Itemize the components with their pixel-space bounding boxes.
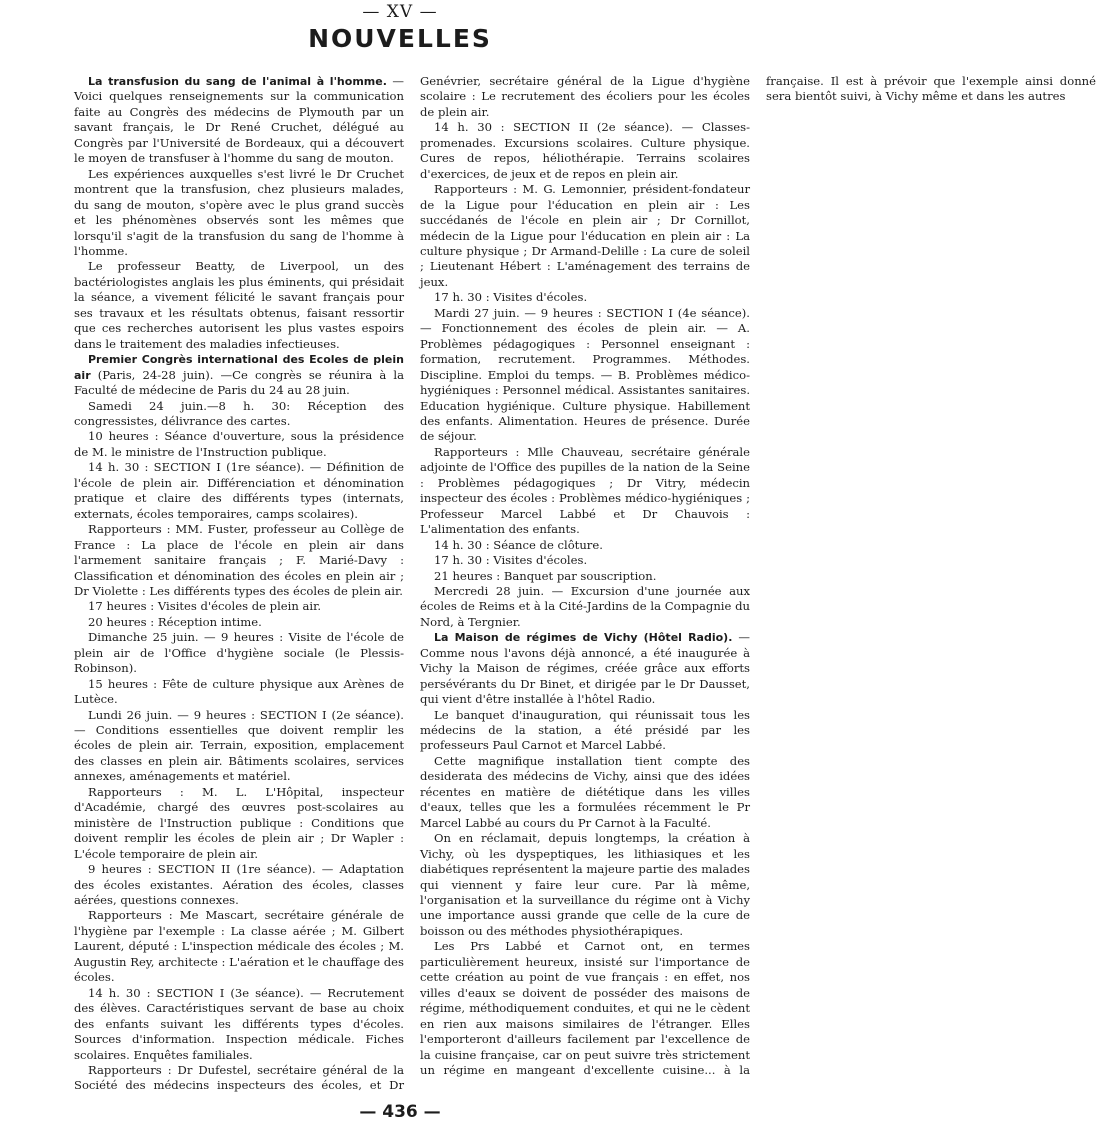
paragraph: Mardi 27 juin. — 9 heures : SECTION I (4e séance). — Fonctionnement des écoles de plein air. — A. Problèmes pédagogiques : Personnel enseignant : formation, recrutement. Programmes. Méthodes. Discipline. Emploi du temps. — B. Problèmes médico-hygiéniques : Personnel médical. Assistantes sanitaires. Education hygiénique. Culture physique. Habillement des enfants. Alimentation. Heures de présence. Durée de séjour. bbox=[420, 305, 750, 444]
paragraph: 21 heures : Banquet par souscription. bbox=[434, 568, 657, 583]
article-vichy-title: La Maison de régimes de Vichy bbox=[434, 631, 638, 645]
paragraph: Le professeur Beatty, de Liverpool, un des bactériologistes anglais les plus éminents, qui présidait la séance, a vivement félicité le savant français pour ses travaux et les résultats obtenus, faisant ressortir que ces recherches autorisent les plus vastes espoirs dans le traitement des maladies infectieuses. bbox=[74, 259, 404, 351]
article-vichy-lead: La Maison de régimes de Vichy (Hôtel Radio). — Comme nous l'avons déjà annoncé, a été inaugurée à Vichy la Maison de régimes, créée grâce aux efforts persévérants du Dr Binet, et dirigée par le Dr Dausset, qui vient d'être installée à l'hôtel Radio. bbox=[420, 630, 751, 707]
paragraph: Lundi 26 juin. — 9 heures : SECTION I (2e séance). — Conditions essentielles que doivent remplir les écoles de plein air. Terrain, exposition, emplacement des classes en plein air. Bâtiments scolaires, services annexes, aménagements et matériel. bbox=[74, 707, 404, 784]
paragraph: Rapporteurs : M. L. L'Hôpital, inspecteur d'Académie, chargé des œuvres post-scolaires au ministère de l'Instruction publique : Conditions que doivent remplir les écoles de plein air ; Dr Wapler : L'école temporaire de plein air. bbox=[74, 784, 404, 861]
paragraph: 14 h. 30 : Séance de clôture. bbox=[434, 537, 603, 552]
article-columns bbox=[74, 74, 1096, 1094]
paragraph: 14 h. 30 : SECTION II (2e séance). — Classes-promenades. Excursions scolaires. Culture physique. Cures de repos, héliothérapie. Terrains scolaires d'exercices, de jeux et de repos en plein air. bbox=[420, 120, 750, 181]
paragraph: Dimanche 25 juin. — 9 heures : Visite de l'école de plein air de l'Office d'hygiène sociale (le Plessis-Robinson). bbox=[74, 630, 404, 676]
paragraph: On en réclamait, depuis longtemps, la création à Vichy, où les dyspeptiques, les lithiasiques et les diabétiques représentent la majeure partie des malades qui viennent y faire leur cure. Par là même, l'organisation et la surveillance du régime ont à Vichy une importance aussi grande que celle de la cure de boisson ou des méthodes physiothérapiques. bbox=[420, 831, 750, 938]
paragraph: Rapporteurs : MM. Fuster, professeur au Collège de France : La place de l'école en plein air dans l'armement sanitaire français ; F. Marié-Davy : Classification et dénomination des écoles en plein air ; Dr Violette : Les différents types des écoles de plein air. bbox=[74, 522, 404, 598]
paragraph: 14 h. 30 : SECTION I (1re séance). — Définition de l'école de plein air. Différenciation et dénomination pratique et claire des différents types (internats, externats, écoles temporaires, camps scolaires). bbox=[74, 460, 404, 521]
paragraph: Les Prs Labbé et Carnot ont, en termes particulièrement heureux, insisté sur l'importance de cette création au point de vue français : en effet, nos villes d'eaux se doivent de posséder des maisons de régime, méthodiquement conduites, et qui ne le cèdent en rien aux maisons similaires de l'étranger. Elles l'emporteront d'ailleurs facilement par l'excellence de la cuisine française, car on peut suivre très strictement un régime en mangeant d'excellente cuisine... à la française. Il est à prévoir que l'exemple ainsi donné sera bientôt suivi, à Vichy même et dans les autres bbox=[420, 74, 1096, 1077]
page-number: — 436 — bbox=[359, 1102, 441, 1122]
paragraph: 15 heures : Fête de culture physique aux Arènes de Lutèce. bbox=[74, 676, 404, 707]
article-transfusion-lead: La transfusion du sang de l'animal à l'homme. — Voici quelques renseignements sur la communication faite au Congrès des médecins de Plymouth par un savant français, le Dr René Cruchet, délégué au Congrès par l'Université de Bordeaux, qui a découvert le moyen de transfuser à l'homme du sang de mouton. bbox=[74, 74, 404, 166]
article-congres-title: Premier Congrès international des Ecoles de plein air bbox=[74, 353, 404, 382]
paragraph: Rapporteurs : Me Mascart, secrétaire générale de l'hygiène par l'exemple : La classe aérée ; M. Gilbert Laurent, député : L'inspection médicale des écoles ; M. Augustin Rey, architecte : L'aération et le chauffage des écoles. bbox=[74, 908, 404, 985]
paragraph: Rapporteurs : Dr Dufestel, secrétaire général de la Société des médecins inspecteurs des écoles, et Dr Genévrier, secrétaire général de la Ligue d'hygiène scolaire : Le recrutement des écoliers pour les écoles de plein air. bbox=[74, 74, 750, 1093]
paragraph: Cette magnifique installation tient compte des desiderata des médecins de Vichy, ainsi que des idées récentes en matière de diététique dans les villes d'eaux, telles que les a formulées récemment le Pr Marcel Labbé au cours du Pr Carnot à la Faculté. bbox=[420, 753, 750, 830]
paragraph: 17 h. 30 : Visites d'écoles. bbox=[434, 290, 588, 305]
paragraph: 17 heures : Visites d'écoles de plein air. bbox=[88, 599, 322, 614]
paragraph: 10 heures : Séance d'ouverture, sous la présidence de M. le ministre de l'Instruction publique. bbox=[74, 429, 404, 459]
paragraph: 17 h. 30 : Visites d'écoles. bbox=[434, 553, 588, 568]
paragraph: Rapporteurs : Mlle Chauveau, secrétaire générale adjointe de l'Office des pupilles de la nation de la Seine : Problèmes pédagogiques ; Dr Vitry, médecin inspecteur des écoles : Problèmes médico-hygiéniques ; Professeur Marcel Labbé et Dr Chauvois : L'alimentation des enfants. bbox=[420, 444, 750, 537]
article-congres-lead: Premier Congrès international des Ecoles de plein air (Paris, 24-28 juin). —Ce congrès se réunira à la Faculté de médecine de Paris du 24 au 28 juin. bbox=[74, 353, 404, 398]
roman-folio: — XV — bbox=[362, 2, 438, 22]
paragraph: 20 heures : Réception intime. bbox=[88, 614, 262, 629]
section-headline: NOUVELLES bbox=[308, 24, 492, 53]
article-transfusion-title: La transfusion du sang de l'animal à l'homme. bbox=[88, 75, 387, 88]
paragraph: Samedi 24 juin.—8 h. 30: Réception des congressistes, délivrance des cartes. bbox=[74, 398, 404, 428]
article-vichy-subtitle: (Hôtel Radio). bbox=[643, 631, 733, 645]
paragraph: Les expériences auxquelles s'est livré le Dr Cruchet montrent que la transfusion, chez plusieurs malades, du sang de mouton, s'opère avec le plus grand succès et les phénomènes observés sont les mêmes que lorsqu'il s'agit de la transfusion du sang de l'homme à l'homme. bbox=[74, 166, 404, 258]
paragraph: 9 heures : SECTION II (1re séance). — Adaptation des écoles existantes. Aération des écoles, classes aérées, questions connexes. bbox=[74, 862, 404, 908]
paragraph: Mercredi 28 juin. — Excursion d'une journée aux écoles de Reims et à la Cité-Jardins de la Compagnie du Nord, à Tergnier. bbox=[420, 583, 750, 629]
paragraph: Rapporteurs : M. G. Lemonnier, président-fondateur de la Ligue pour l'éducation en plein air : Les succédanés de l'école en plein air ; Dr Cornillot, médecin de la Ligue pour l'éducation en plein air : La culture physique ; Dr Armand-Delille : La cure de soleil ; Lieutenant Hébert : L'aménagement des terrains de jeux. bbox=[420, 182, 750, 289]
paragraph: 14 h. 30 : SECTION I (3e séance). — Recrutement des élèves. Caractéristiques servant de base au choix des enfants suivant les différents types d'écoles. Sources d'information. Inspection médicale. Fiches scolaires. Enquêtes familiales. bbox=[74, 985, 404, 1062]
paragraph: Le banquet d'inauguration, qui réunissait tous les médecins de la station, a été présidé par les professeurs Paul Carnot et Marcel Labbé. bbox=[420, 707, 750, 753]
